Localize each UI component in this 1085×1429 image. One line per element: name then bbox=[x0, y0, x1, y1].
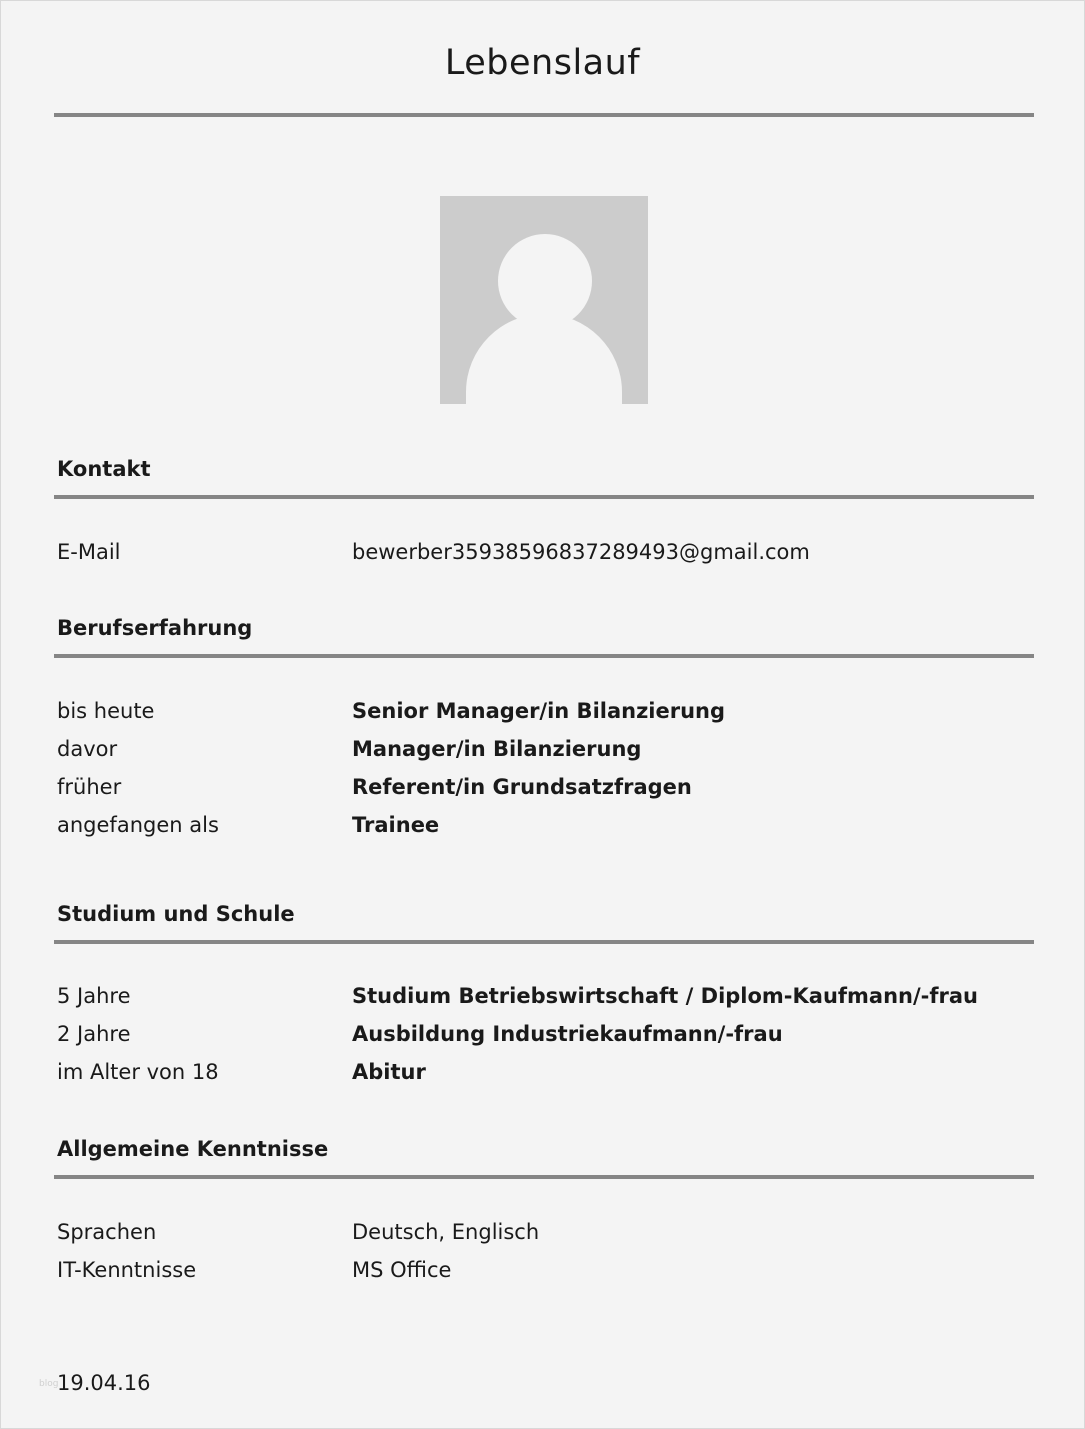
row-value: Manager/in Bilanzierung bbox=[352, 737, 642, 761]
row-value: Trainee bbox=[352, 813, 440, 837]
row-label: IT-Kenntnisse bbox=[57, 1258, 197, 1282]
title-divider bbox=[54, 113, 1034, 117]
skills-row bbox=[1, 1220, 1085, 1250]
email-value: bewerber35938596837289493@gmail.com bbox=[352, 540, 810, 564]
person-placeholder-body bbox=[466, 314, 622, 404]
education-row bbox=[1, 1022, 1085, 1052]
section-title-berufserfahrung: Berufserfahrung bbox=[57, 616, 253, 640]
row-label: Sprachen bbox=[57, 1220, 157, 1244]
education-row bbox=[1, 1060, 1085, 1090]
row-label: 5 Jahre bbox=[57, 984, 131, 1008]
row-label: bis heute bbox=[57, 699, 155, 723]
row-value: Ausbildung Industriekaufmann/-frau bbox=[352, 1022, 783, 1046]
row-value: MS Office bbox=[352, 1258, 452, 1282]
row-value: Referent/in Grundsatzfragen bbox=[352, 775, 692, 799]
contact-row-email bbox=[1, 540, 1085, 570]
section-divider bbox=[54, 654, 1034, 658]
section-title-studium: Studium und Schule bbox=[57, 902, 295, 926]
row-label: im Alter von 18 bbox=[57, 1060, 219, 1084]
row-value: Abitur bbox=[352, 1060, 426, 1084]
experience-row bbox=[1, 699, 1085, 729]
row-label: früher bbox=[57, 775, 122, 799]
experience-row bbox=[1, 813, 1085, 843]
experience-row bbox=[1, 737, 1085, 767]
section-divider bbox=[54, 495, 1034, 499]
row-label: 2 Jahre bbox=[57, 1022, 131, 1046]
section-divider bbox=[54, 940, 1034, 944]
section-title-kontakt: Kontakt bbox=[57, 457, 151, 481]
section-divider bbox=[54, 1175, 1034, 1179]
row-label: angefangen als bbox=[57, 813, 219, 837]
profile-photo-placeholder bbox=[440, 196, 648, 404]
section-title-kenntnisse: Allgemeine Kenntnisse bbox=[57, 1137, 329, 1161]
row-value: Studium Betriebswirtschaft / Diplom-Kaufmann/-frau bbox=[352, 984, 979, 1008]
watermark: blog bbox=[39, 1379, 59, 1389]
row-label: E-Mail bbox=[57, 540, 121, 564]
document-date: 19.04.16 bbox=[57, 1371, 151, 1395]
skills-row bbox=[1, 1258, 1085, 1288]
row-value: Deutsch, Englisch bbox=[352, 1220, 540, 1244]
row-value: Senior Manager/in Bilanzierung bbox=[352, 699, 726, 723]
education-row bbox=[1, 984, 1085, 1014]
page-title: Lebenslauf bbox=[444, 43, 641, 83]
experience-row bbox=[1, 775, 1085, 805]
row-label: davor bbox=[57, 737, 118, 761]
